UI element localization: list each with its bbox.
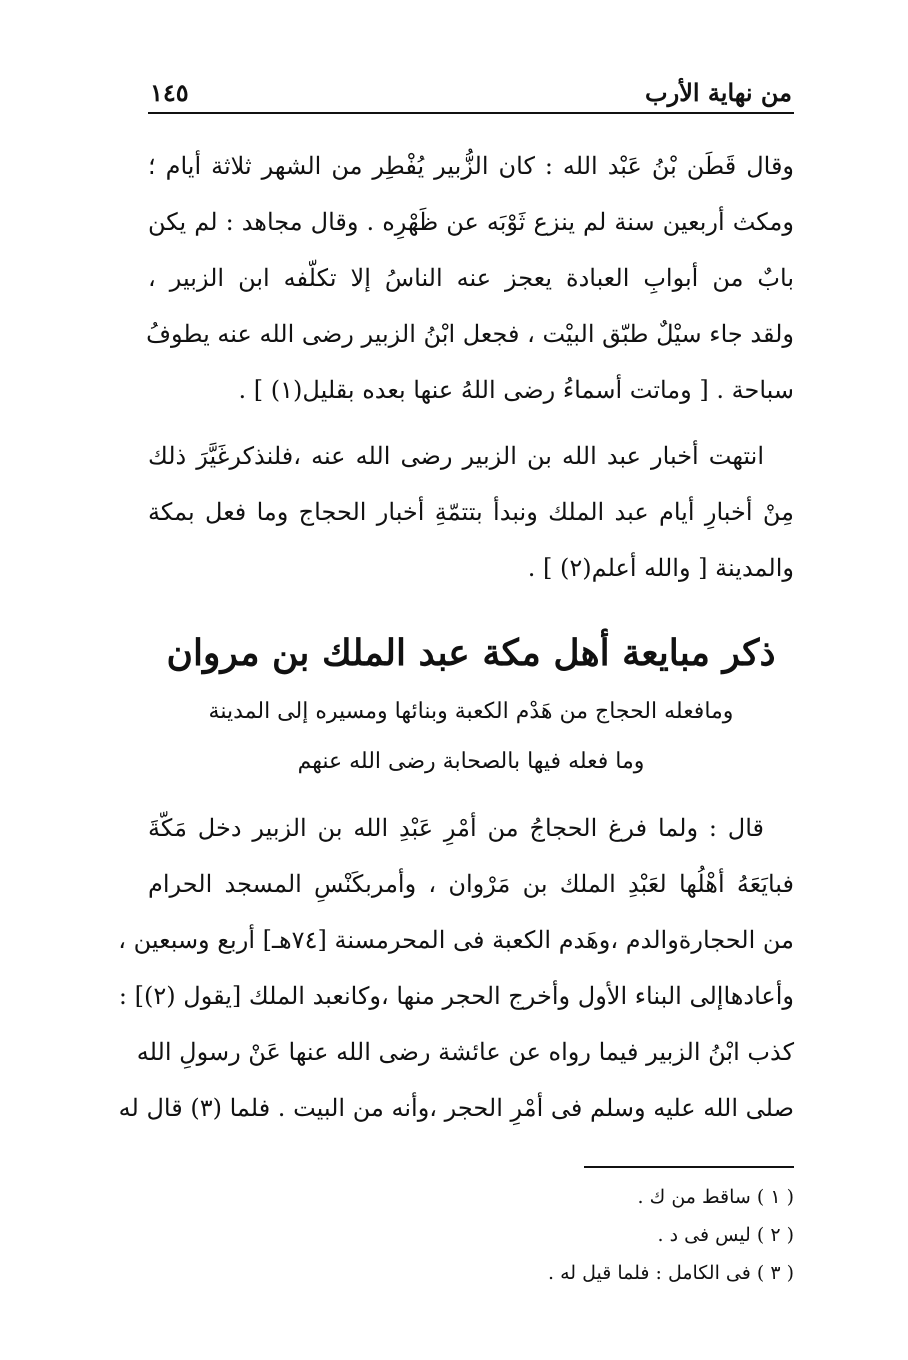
- text-line: وأعادهاإلى البناء الأول وأخرج الحجر منها ،وكانعبد الملك [يقول (٢)] :: [118, 982, 794, 1010]
- footnote: ( ٢ ) ليس فى د .: [657, 1224, 794, 1246]
- header-rule: [148, 112, 794, 114]
- section-subtitle: وما فعله فيها بالصحابة رضى الله عنهم: [297, 749, 645, 774]
- text-line: سباحة . [ وماتت أسماءُ رضى اللهُ عنها بعده بقليل(١) ] .: [238, 376, 794, 404]
- text-line: كذب ابْنُ الزبير فيما رواه عن عائشة رضى الله عنها عَنْ رسولِ الله: [136, 1038, 794, 1066]
- paragraph-3: [118, 800, 794, 1136]
- text-line: صلى الله عليه وسلم فى أمْرِ الحجر ،وأنه من البيت . فلما (٣) قال له: [118, 1094, 794, 1122]
- text-line: ومكث أربعين سنة لم ينزع ثَوْبَه عن ظَهْرِه . وقال مجاهد : لم يكن: [148, 208, 794, 236]
- text-line: بابٌ من أبوابِ العبادة يعجز عنه الناسُ إلا تكلّفه ابن الزبير ،: [148, 264, 794, 292]
- text-line: ولقد جاء سيْلٌ طبّق البيْت ، فجعل ابْنُ الزبير رضى الله عنه يطوفُ: [146, 320, 794, 348]
- text-line: وقال قَطَن بْنُ عَبْد الله : كان الزُّبير يُفْطِر من الشهر ثلاثة أيام ؛: [148, 152, 795, 180]
- running-title: من نهاية الأرب: [645, 77, 792, 107]
- page-header: [150, 72, 792, 112]
- text-line: من الحجارةوالدم ،وهَدم الكعبة فى المحرمسنة [٧٤هـ] أربع وسبعين ،: [118, 926, 794, 954]
- paragraph-1: [148, 138, 794, 418]
- footnote-rule: [584, 1166, 794, 1168]
- text-line: قال : ولما فرغ الحجاجُ من أمْرِ عَبْدِ الله بن الزبير دخل مَكّةَ: [148, 814, 764, 842]
- section-title: ذكر مبايعة أهل مكة عبد الملك بن مروان: [166, 632, 776, 674]
- footnote: ( ٣ ) فى الكامل : فلما قيل له .: [547, 1262, 794, 1284]
- text-line: فبايَعَهُ أهْلُها لعَبْدِ الملك بن مَرْوان ، وأمربكَنْسِ المسجد الحرام: [148, 870, 794, 898]
- section-subtitle: ومافعله الحجاج من هَدْم الكعبة وبنائها ومسيره إلى المدينة: [208, 699, 734, 724]
- footnote: ( ١ ) ساقط من ك .: [637, 1186, 794, 1208]
- text-line: انتهت أخبار عبد الله بن الزبير رضى الله عنه ،فلنذكرغَيَّرَ ذلك: [148, 442, 764, 470]
- text-line: والمدينة [ والله أعلم(٢) ] .: [527, 554, 794, 582]
- page-number: ١٤٥: [150, 77, 189, 107]
- paragraph-2: [148, 428, 794, 596]
- text-line: مِنْ أخبارِ أيام عبد الملك ونبدأ بتتمّةِ أخبار الحجاج وما فعل بمكة: [148, 498, 794, 526]
